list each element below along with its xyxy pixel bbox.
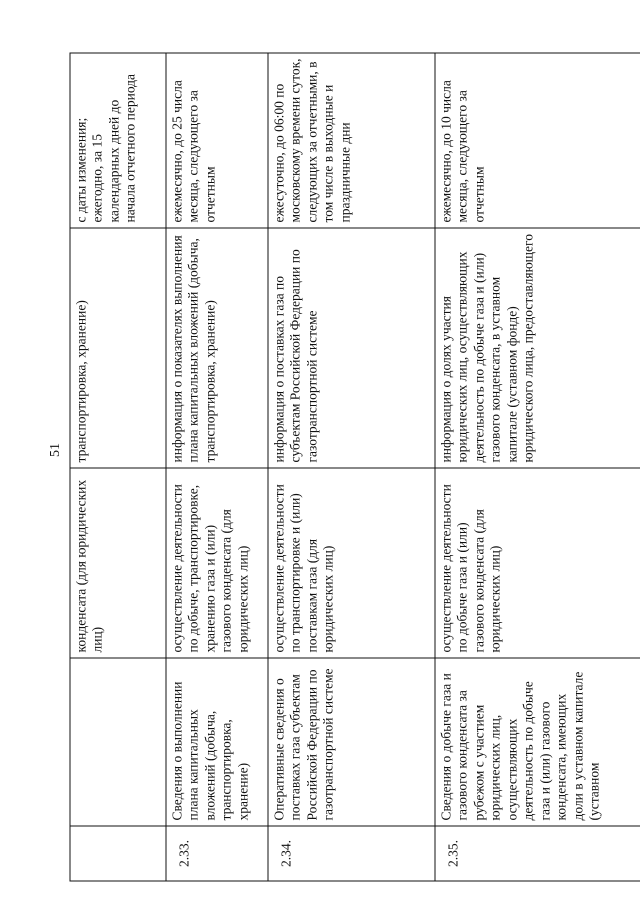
table-row	[435, 53, 640, 881]
subject-cell: осуществление деятельности по транспортировке и (или) поставкам газа (для юридических лиц)	[268, 468, 435, 658]
reporting-table	[70, 52, 640, 881]
table-row	[166, 53, 268, 881]
info-cell: транспортировка, хранение)	[70, 228, 166, 468]
subject-cell: осуществление деятельности по добыче газа и (или) газового конденсата (для юридических лиц)	[435, 468, 640, 658]
report-name-cell	[70, 658, 166, 826]
table-row	[70, 53, 166, 881]
info-cell: информация о долях участия юридических лиц, осуществляющих деятельность по добыче газа и (или) газового конденсата, в уставном капитале (уставном фонде) юридического лица, предоставляющего	[435, 228, 640, 468]
report-name-cell: Сведения о выполнении плана капитальных вложений (добыча, транспортировка, хранение)	[166, 658, 268, 826]
subject-cell: осуществление деятельности по добыче, транспортировке, хранению газа и (или) газового конденсата (для юридических лиц)	[166, 468, 268, 658]
row-number: 2.33.	[166, 826, 268, 881]
deadline-cell: ежемесячно, до 10 числа месяца, следующего за отчетным	[435, 53, 640, 228]
deadline-cell: с даты изменения; ежегодно, за 15 календарных дней до начала отчетного периода	[70, 53, 166, 228]
deadline-cell: ежесуточно, до 06:00 по московскому времени суток, следующих за отчетными, в том числе в выходные и праздничные дни	[268, 53, 435, 228]
row-number: 2.35.	[435, 826, 640, 881]
deadline-cell: ежемесячно, до 25 числа месяца, следующего за отчетным	[166, 53, 268, 228]
row-number: 2.34.	[268, 826, 435, 881]
info-cell: информация о поставках газа по субъектам Российской Федерации по газотранспортной системе	[268, 228, 435, 468]
page-number: 51	[48, 443, 63, 457]
row-number	[70, 826, 166, 881]
report-name-cell: Сведения о добыче газа и газового конденсата за рубежом с участием юридических лиц, осуществляющих деятельность по добыче газа и (или) газового конденсата, имеющих доли в уставном капитале (уставном	[435, 658, 640, 826]
info-cell: информация о показателях выполнения плана капитальных вложений (добыча, транспортировка, хранение)	[166, 228, 268, 468]
subject-cell: конденсата (для юридических лиц)	[70, 468, 166, 658]
document-table-wrapper	[70, 53, 625, 881]
table-row	[268, 53, 435, 881]
report-name-cell: Оперативные сведения о поставках газа субъектам Российской Федерации по газотранспортной системе	[268, 658, 435, 826]
